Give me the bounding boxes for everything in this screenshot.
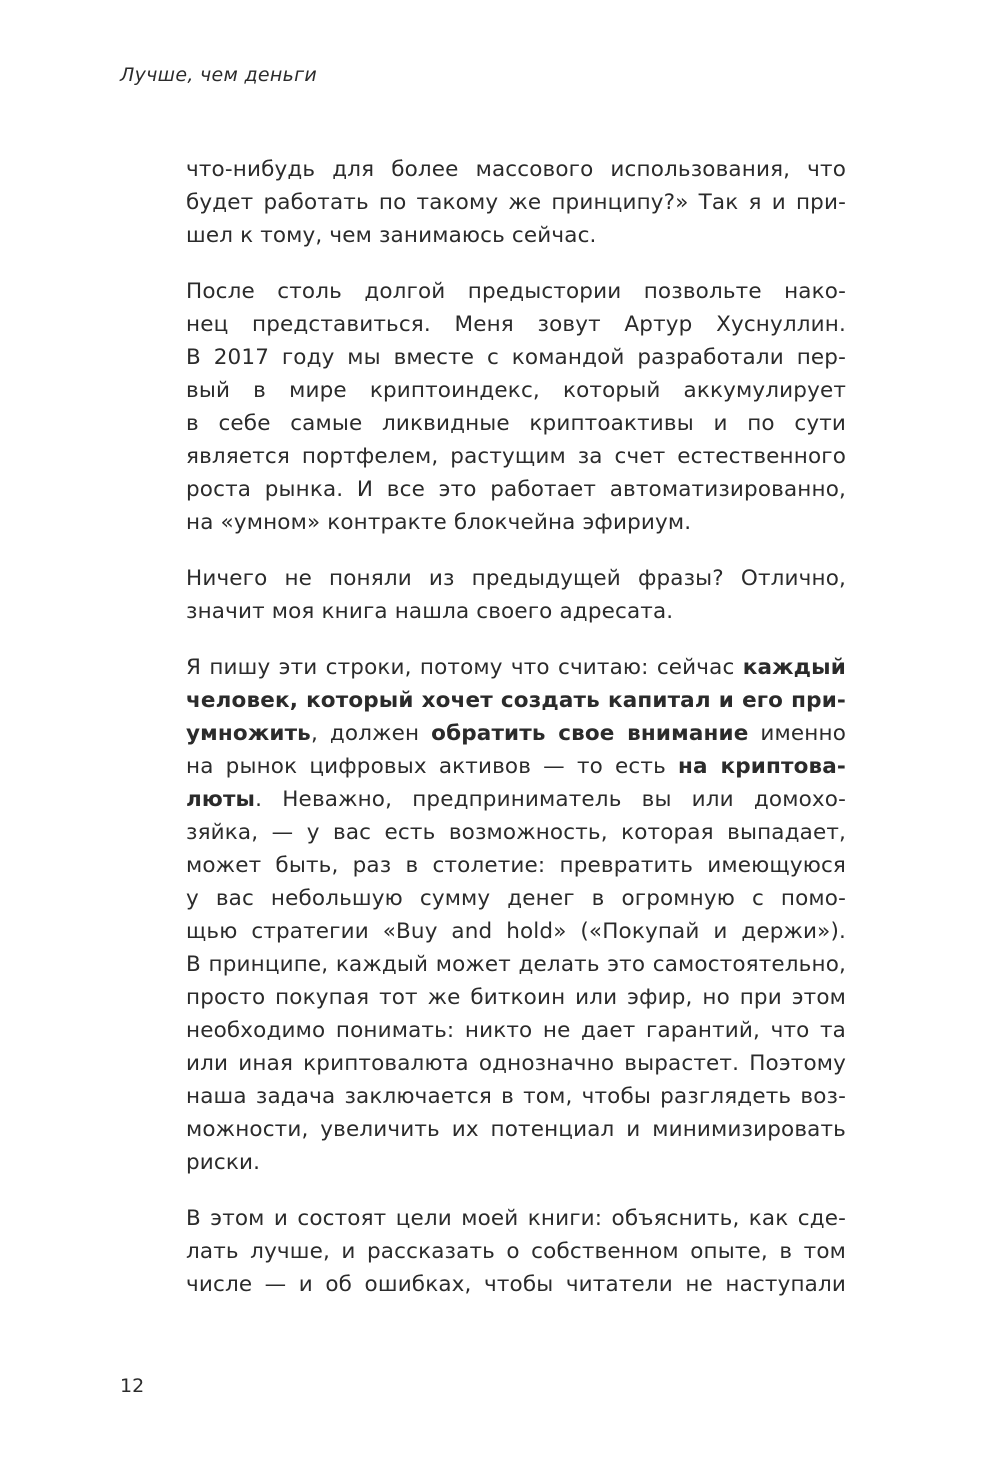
text-line: риски. <box>186 1150 261 1175</box>
text-line: лать лучше, и рассказать о собственном опыте, в том <box>186 1239 846 1264</box>
text-line: у вас небольшую сумму денег в огромную с помо- <box>186 886 846 911</box>
text-line: Ничего не поняли из предыдущей фразы? Отлично, <box>186 566 846 591</box>
text-line: будет работать по такому же принципу?» Так я и при- <box>186 190 846 215</box>
text-line: числе — и об ошибках, чтобы читатели не наступали <box>186 1272 846 1297</box>
text-line <box>186 783 846 816</box>
text-line: В принципе, каждый может делать это самостоятельно, <box>186 952 846 977</box>
text-line: просто покупая тот же биткоин или эфир, но при этом <box>186 985 846 1010</box>
text-line: В этом и состоят цели моей книги: объяснить, как сде- <box>186 1206 846 1231</box>
text-line: шел к тому, чем занимаюсь сейчас. <box>186 223 597 248</box>
text-run: . Неважно, предприниматель вы или домохо- <box>255 787 846 812</box>
text-line: что-нибудь для более массового использования, что <box>186 157 846 182</box>
text-line: После столь долгой предыстории позвольте нако- <box>186 279 846 304</box>
paragraph <box>186 275 846 539</box>
text-run: , должен <box>310 721 432 746</box>
running-head: Лучше, чем деньги <box>120 64 318 86</box>
body-text <box>186 153 846 1324</box>
text-line: в себе самые ликвидные криптоактивы и по сути <box>186 411 846 436</box>
text-line: может быть, раз в столетие: превратить имеющуюся <box>186 853 846 878</box>
text-run: на рынок цифровых активов — то есть <box>186 754 679 779</box>
text-line: или иная криптовалюта однозначно вырастет. Поэтому <box>186 1051 846 1076</box>
paragraph <box>186 562 846 628</box>
paragraph <box>186 651 846 1179</box>
bold-text: умножить <box>186 721 311 746</box>
text-line: необходимо понимать: никто не дает гарантий, что та <box>186 1018 846 1043</box>
text-line <box>186 717 846 750</box>
text-line: наша задача заключается в том, чтобы разглядеть воз- <box>186 1084 846 1109</box>
text-line: вый в мире криптоиндекс, который аккумулирует <box>186 378 846 403</box>
text-line: щью стратегии «Buy and hold» («Покупай и держи»). <box>186 919 846 944</box>
text-line: В 2017 году мы вместе с командой разработали пер- <box>186 345 846 370</box>
text-line: зяйка, — у вас есть возможность, которая выпадает, <box>186 820 846 845</box>
text-run: Я пишу эти строки, потому что считаю: сейчас <box>186 655 743 680</box>
text-line <box>186 684 846 717</box>
text-run: именно <box>748 721 846 746</box>
bold-text: каждый <box>742 655 846 680</box>
text-line: значит моя книга нашла своего адресата. <box>186 599 674 624</box>
bold-text: человек, который хочет создать капитал и его при- <box>186 688 846 713</box>
page-number: 12 <box>120 1375 145 1397</box>
text-line <box>186 651 846 684</box>
paragraph <box>186 1202 846 1301</box>
bold-text: на криптова- <box>678 754 846 779</box>
bold-text: люты <box>186 787 256 812</box>
text-line: нец представиться. Меня зовут Артур Хуснуллин. <box>186 312 846 337</box>
text-line: является портфелем, растущим за счет естественного <box>186 444 846 469</box>
text-line: на «умном» контракте блокчейна эфириум. <box>186 510 692 535</box>
text-line <box>186 750 846 783</box>
text-line: роста рынка. И все это работает автоматизированно, <box>186 477 846 502</box>
text-line: можности, увеличить их потенциал и минимизировать <box>186 1117 846 1142</box>
paragraph <box>186 153 846 252</box>
bold-text: обратить свое внимание <box>431 721 749 746</box>
